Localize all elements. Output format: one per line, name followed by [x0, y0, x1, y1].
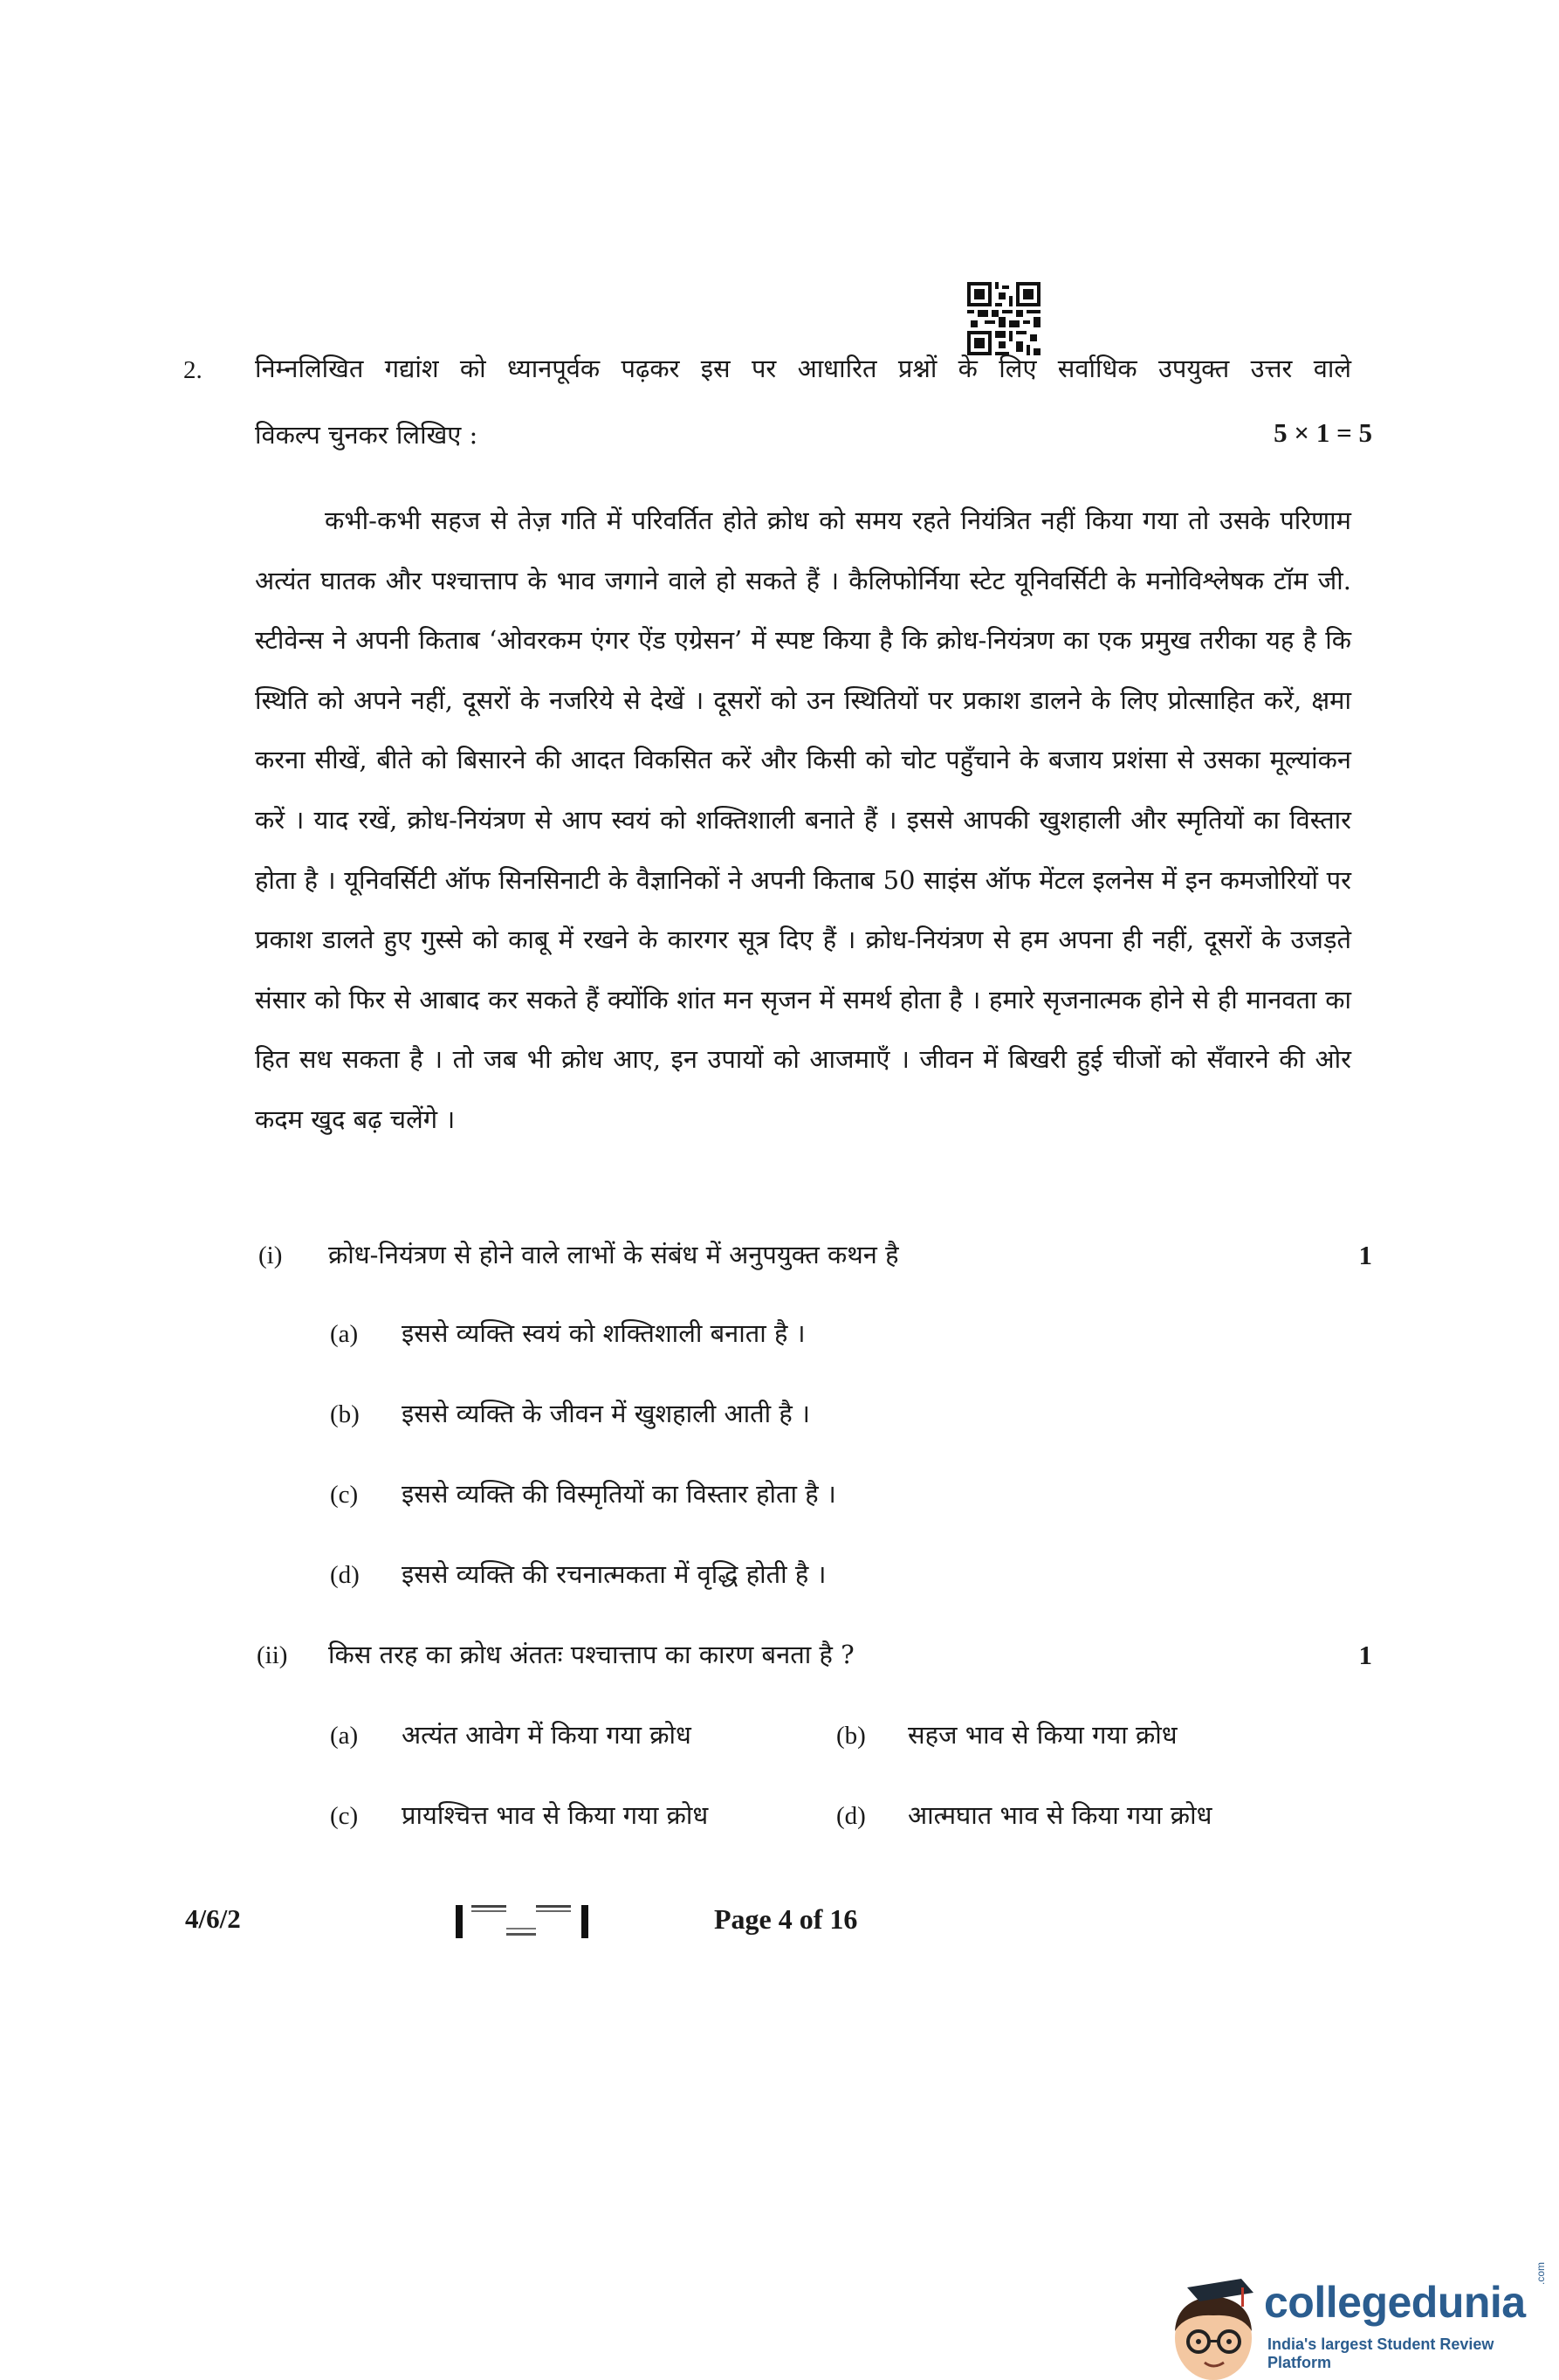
option-text: सहज भाव से किया गया क्रोध — [908, 1720, 1178, 1750]
subquestion-marks: 1 — [1358, 1240, 1372, 1270]
brand-name: collegedunia — [1264, 2278, 1526, 2327]
subquestion-text: किस तरह का क्रोध अंततः पश्चात्ताप का कारण बनता है ? — [328, 1640, 855, 1669]
brand-dotcom: .com — [1535, 2261, 1547, 2285]
option-letter: (a) — [330, 1320, 359, 1348]
option-letter: (d) — [330, 1561, 360, 1589]
option-text: प्रायश्चित्त भाव से किया गया क्रोध — [402, 1800, 709, 1830]
option-letter: (a) — [330, 1722, 359, 1750]
option-text: इससे व्यक्ति की रचनात्मकता में वृद्धि होती है । — [402, 1559, 827, 1589]
subquestion-number: (ii) — [257, 1641, 288, 1669]
option-text: आत्मघात भाव से किया गया क्रोध — [908, 1800, 1212, 1830]
option-text: इससे व्यक्ति स्वयं को शक्तिशाली बनाता है । — [402, 1318, 806, 1348]
subquestion-number: (i) — [258, 1242, 283, 1269]
paper-code: 4/6/2 — [185, 1903, 241, 1934]
option-letter: (c) — [330, 1802, 359, 1830]
question-marks-total: 5 × 1 = 5 — [1274, 417, 1372, 448]
qr-code — [967, 282, 1040, 355]
passage-text: कभी-कभी सहज से तेज़ गति में परिवर्तित होते क्रोध को समय रहते नियंत्रित नहीं किया गया तो उसके परिणाम अत्यंत घातक और पश्चात्ताप के भाव जगाने वाले हो सकते हैं । कैलिफोर्निया स्टेट यूनिवर्सिटी के मनोविश्लेषक टॉम जी. स्टीवेन्स ने अपनी किताब ‘ओवरकम एंगर ऐंड एग्रेसन’ में स्पष्ट किया है कि क्रोध-नियंत्रण का एक प्रमुख तरीका यह है कि स्थिति को अपने नहीं, दूसरों के नजरिये से देखें । दूसरों को उन स्थितियों पर प्रकाश डालने के लिए प्रोत्साहित करें, क्षमा करना सीखें, बीते को बिसारने की आदत विकसित करें और किसी को चोट पहुँचाने के बजाय प्रशंसा से उसका मूल्यांकन करें । याद रखें, क्रोध-नियंत्रण से आप स्वयं को शक्तिशाली बनाते हैं । इससे आपकी खुशहाली और स्मृतियों का विस्तार होता है । यूनिवर्सिटी ऑफ सिनसिनाटी के वैज्ञानिकों ने अपनी किताब 50 साइंस ऑफ मेंटल इलनेस में इन कमजोरियों पर प्रकाश डालते हुए गुस्से को काबू में रखने के कारगर सूत्र दिए हैं । क्रोध-नियंत्रण से हम अपना ही नहीं, दूसरों के उजड़ते संसार को फिर से आबाद कर सकते हैं क्योंकि शांत मन सृजन में समर्थ होता है । हमारे सृजनात्मक होने से ही मानवता का हित सध सकता है । तो जब भी क्रोध आए, इन उपायों को आजमाएँ । जीवन में बिखरी हुई चीजों को सँवारने की ओर कदम खुद बढ़ चलेंगे । — [255, 506, 1351, 1134]
option-letter: (b) — [330, 1400, 360, 1428]
subquestion-text: क्रोध-नियंत्रण से होने वाले लाभों के संबंध में अनुपयुक्त कथन है — [328, 1240, 899, 1269]
option-letter: (d) — [836, 1802, 866, 1830]
option-text: इससे व्यक्ति की विस्मृतियों का विस्तार होता है । — [402, 1479, 836, 1509]
option-text: अत्यंत आवेग में किया गया क्रोध — [402, 1720, 691, 1750]
question-number: 2. — [183, 356, 203, 384]
page-number: Page 4 of 16 — [714, 1903, 858, 1935]
subquestion-marks: 1 — [1358, 1640, 1372, 1670]
option-letter: (b) — [836, 1722, 866, 1750]
question-instruction-line2: विकल्प चुनकर लिखिए : — [255, 420, 478, 450]
barcode-mark — [454, 1902, 592, 1942]
option-letter: (c) — [330, 1481, 359, 1509]
brand-tagline: India's largest Student Review Platform — [1267, 2335, 1494, 2371]
option-text: इससे व्यक्ति के जीवन में खुशहाली आती है । — [402, 1399, 810, 1428]
question-instruction-line1: निम्नलिखित गद्यांश को ध्यानपूर्वक पढ़कर इस पर आधारित प्रश्नों के लिए सर्वाधिक उपयुक्त उत्तर वाले — [255, 354, 1351, 383]
